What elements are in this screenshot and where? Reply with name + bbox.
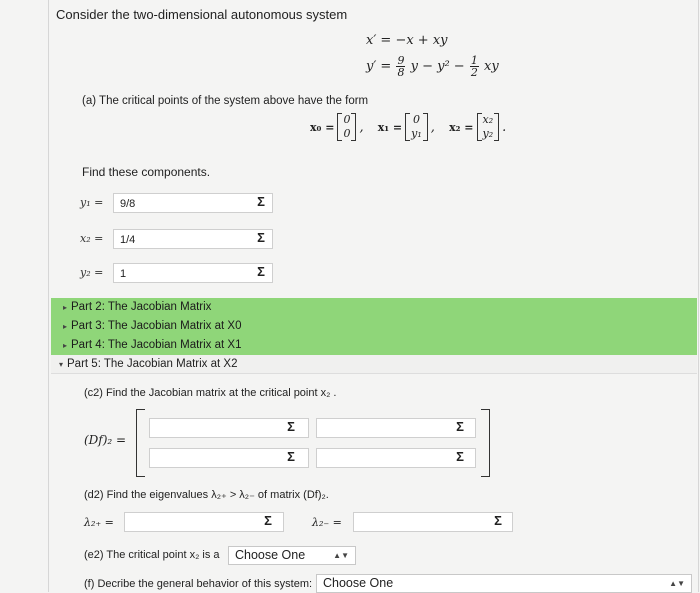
matrix-12-sigma-icon[interactable]: Σ bbox=[456, 419, 464, 434]
matrix-left-bracket bbox=[136, 409, 145, 477]
eq2-end: xy bbox=[483, 59, 499, 74]
c2-prompt: (c2) Find the Jacobian matrix at the critical point x₂ . bbox=[84, 387, 337, 399]
x0-top: 0 bbox=[343, 113, 351, 126]
matrix-right-bracket bbox=[481, 409, 490, 477]
tri-right-icon: ▸ bbox=[63, 341, 68, 350]
updown-icon: ▲▼ bbox=[333, 551, 349, 560]
part4-label: Part 4: The Jacobian Matrix at X1 bbox=[71, 339, 242, 351]
lambda-plus-sigma-icon[interactable]: Σ bbox=[264, 513, 272, 528]
matrix-label: (Df)₂ = bbox=[84, 433, 127, 447]
f-select-value: Choose One bbox=[323, 576, 394, 590]
fraction-nine-eighths bbox=[396, 55, 405, 78]
x0-label: x₀ = bbox=[310, 120, 335, 134]
lambda-minus-sigma-icon[interactable]: Σ bbox=[494, 513, 502, 528]
x0-bracket bbox=[337, 113, 356, 141]
matrix-11-sigma-icon[interactable]: Σ bbox=[287, 419, 295, 434]
tri-right-icon: ▸ bbox=[63, 322, 68, 331]
x2-label: x₂ = bbox=[80, 232, 104, 245]
equation-y-prime bbox=[366, 55, 499, 78]
tri-down-icon: ▾ bbox=[59, 360, 64, 369]
eq2-mid: y − y² − bbox=[410, 59, 465, 74]
tri-right-icon: ▸ bbox=[63, 303, 68, 312]
d2-prompt: (d2) Find the eigenvalues λ₂₊ > λ₂₋ of matrix (Df)₂. bbox=[84, 489, 329, 501]
part-a-text: (a) The critical points of the system above have the form bbox=[82, 95, 369, 107]
vector-x2: x₂ = x₂ y₂ . bbox=[449, 113, 507, 140]
e2-prompt: (e2) The critical point x₂ is a bbox=[84, 549, 220, 561]
x1-label: x₁ = bbox=[377, 120, 403, 134]
x2-bracket bbox=[477, 113, 500, 141]
x2-label: x₂ = bbox=[449, 120, 474, 134]
updown-icon: ▲▼ bbox=[669, 579, 685, 588]
x1-bracket bbox=[405, 113, 428, 141]
f-prompt: (f) Decribe the general behavior of this system: bbox=[84, 578, 313, 590]
x2-top: x₂ bbox=[482, 113, 494, 126]
frac1-num: 9 bbox=[397, 54, 405, 67]
frac1-den: 8 bbox=[397, 66, 405, 79]
lambda-plus-label: λ₂₊ = bbox=[84, 516, 114, 529]
fraction-one-half bbox=[470, 55, 479, 78]
part5-label: Part 5: The Jacobian Matrix at X2 bbox=[67, 358, 238, 370]
y2-label: y₂ = bbox=[80, 266, 104, 279]
x2-sigma-icon[interactable]: Σ bbox=[257, 230, 265, 245]
problem-intro: Consider the two-dimensional autonomous system bbox=[56, 7, 348, 22]
y1-input[interactable]: 9/8 bbox=[113, 193, 273, 213]
critical-point-vectors bbox=[310, 113, 516, 141]
x2-input[interactable]: 1/4 bbox=[113, 229, 273, 249]
e2-select-value: Choose One bbox=[235, 548, 306, 562]
find-components-text: Find these components. bbox=[82, 165, 211, 179]
x0-bot: 0 bbox=[343, 127, 351, 140]
left-frame-line bbox=[48, 0, 49, 592]
part4-header[interactable] bbox=[51, 336, 697, 355]
vector-x0: x₀ = 0 0 , bbox=[310, 113, 364, 140]
e2-select[interactable] bbox=[228, 546, 356, 565]
part3-label: Part 3: The Jacobian Matrix at X0 bbox=[71, 320, 242, 332]
equation-x-prime: x′ = −x + xy bbox=[366, 33, 448, 48]
lambda-minus-label: λ₂₋ = bbox=[312, 516, 342, 529]
y2-input[interactable]: 1 bbox=[113, 263, 273, 283]
x1-top: 0 bbox=[412, 113, 420, 126]
eq2-lhs: y′ = bbox=[366, 59, 392, 74]
frac2-num: 1 bbox=[470, 54, 478, 67]
matrix-21-sigma-icon[interactable]: Σ bbox=[287, 449, 295, 464]
f-select[interactable] bbox=[316, 574, 692, 593]
vector-x1: x₁ = 0 y₁ , bbox=[377, 113, 435, 140]
frac2-den: 2 bbox=[470, 66, 478, 79]
y1-sigma-icon[interactable]: Σ bbox=[257, 194, 265, 209]
y1-label: y₁ = bbox=[80, 196, 104, 209]
y2-sigma-icon[interactable]: Σ bbox=[257, 264, 265, 279]
x2-bot: y₂ bbox=[482, 127, 494, 140]
matrix-22-sigma-icon[interactable]: Σ bbox=[456, 449, 464, 464]
x1-bot: y₁ bbox=[411, 127, 422, 140]
part2-header[interactable] bbox=[51, 298, 697, 317]
part5-header[interactable] bbox=[51, 355, 697, 374]
part3-header[interactable] bbox=[51, 317, 697, 336]
right-frame-line bbox=[698, 0, 699, 592]
part2-label: Part 2: The Jacobian Matrix bbox=[71, 301, 212, 313]
